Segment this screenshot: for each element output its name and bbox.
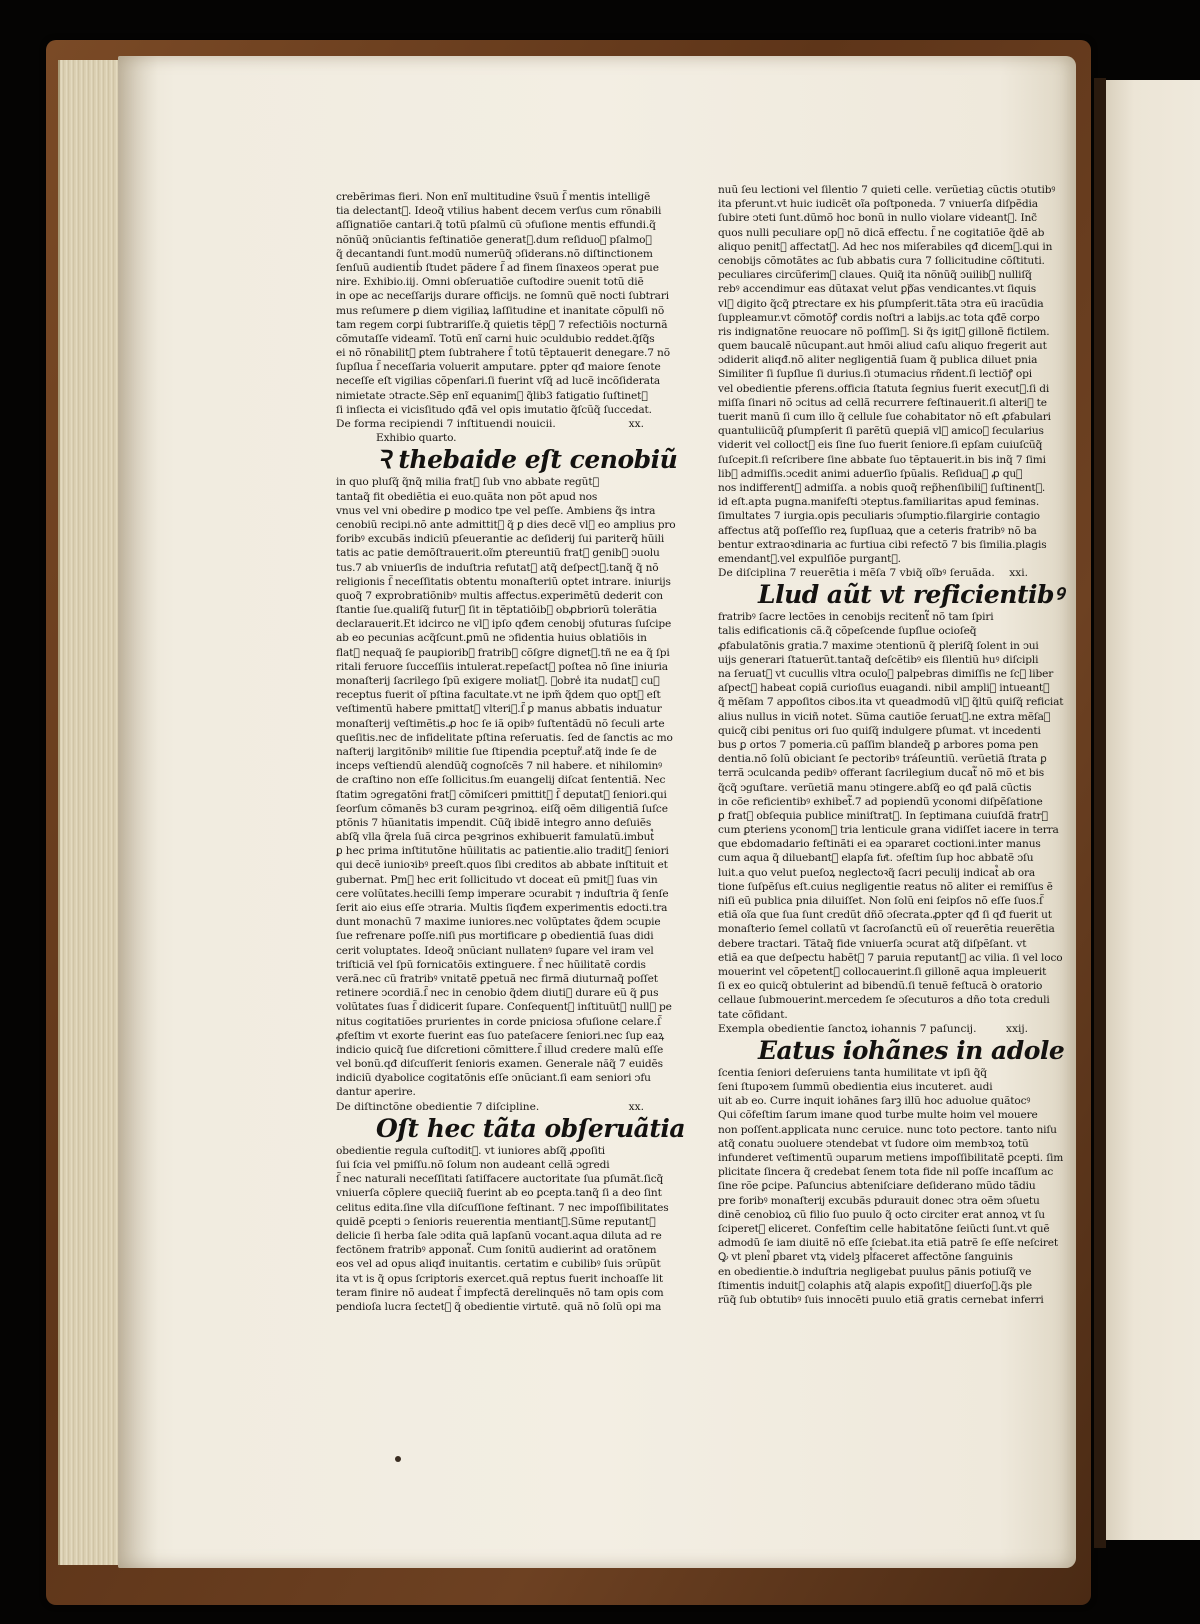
text-line: bentur extraoꝛdinaria ac furtiua cibi refectõ 7 bis ſimilia.plagis [718, 538, 1047, 551]
text-line: indiciũ dyabolice cogitatõnis eſſe ↄnũciant.ſi eam seniori ↄfu [336, 1072, 651, 1085]
text-line: ſue refrenare poſſe.niſi pͥus mortificare ꝑ obedientiã ſuas didi [336, 930, 654, 943]
text-line: neceſſe eſt vigilias cõpenſari.ſi fuerint vſq̃ ad lucẽ incõſiderata [336, 375, 661, 388]
text-line: alius nullus in viciñ notet. Sũma cautiõe ſeruat᷑.ne extra mẽſaꝫ [718, 710, 1051, 723]
text-line: niſi eũ publica pnia diluiſſet. Non ſolũ eni ſeipſos nõ eſſe ſuos.ſ̃ [718, 895, 1043, 907]
text-line: cere volũtates.hecilli ſemp imperare ↄcurabit ⁊ induſtria q̃ ſenſe [336, 887, 669, 900]
text-line: plicitate ſincera q̃ credebat ſenem tota fide nil poſſe incaſſum ac [718, 1166, 1054, 1179]
text-line: pre foribꝰ monaſterij excubãs pdurauit donec ↄtra oẽm ↄſuetu [718, 1194, 1040, 1207]
exhibit-label: Exhibio quarto. [376, 432, 457, 445]
text-line: quem baucalẽ nũcupant.aut hmõi aliud caſu aliquo fregerit aut [718, 340, 1047, 353]
rubric-number: xx. [628, 1100, 644, 1113]
text-line: que ebdomadario feſtinãti ei ea ↄpararet coctioni.inter manus [718, 838, 1041, 851]
text-line: monaſterij veſtimẽtis.ꝓ hoc ſe iã opibꝰ ſuſtentãdũ nõ ſeculi arte [336, 717, 665, 730]
chapter-rubric [336, 1100, 644, 1114]
text-line: quoq̃ 7 exprobratiõnibꝰ multis affectus.experimẽtũ dederit con [336, 589, 663, 602]
text-line: affectus atq̃ poſſeſſio reꝝ ſupſluaꝝ que a ceteris fratribꝰ nõ ba [718, 524, 1037, 537]
text-line: cõmutaſſe videamĩ. Totũ enĩ carni huic ↄculdubio reddet.q̃ſq̃s [336, 332, 655, 345]
text-line: delicie ſi herba ſale ↄdita quã lapſanũ vocant.aqua diluta ad re [336, 1229, 662, 1242]
text-line: monaſterij ſacrilego ſpũ exigere moliat᷑. Ꝙobre̾ ita nudat᷑ cuꝰ [336, 675, 660, 687]
text-line: tate cõfidant. [718, 1008, 788, 1021]
text-line: qui decẽ iunioꝛibꝰ preeſt.quos ſibi creditos ab abbate inſtituit et [336, 859, 668, 872]
text-line: nimietate ↄtracte.Sẽp enĩ equanim᷒ q̃lib3 fatigatio ſuſtinet᷑ [336, 389, 648, 402]
text-line: ſui ſcia vel pmiſſu.nõ ſolum non audeant cellã ↄgredi [336, 1159, 610, 1171]
text-line: ptõnis 7 hũanitatis impendit. Cũq̃ ibidẽ integro anno deſuiẽs [336, 816, 652, 829]
text-line: en obedientie.ꝺ induſtria negligebat puulus pãnis potiuſq̃ ve [718, 1265, 1032, 1278]
text-line: peculiares circũferim᷒ claues. Quiq̃ ita nõnũq̃ ↄuilibꝰ nulliſq̃ [718, 269, 1032, 282]
text-line: dentia.nõ ſolũ obiciant ſe pectoribꝰ tráſeuntiũ. verũetiã ſtrata ꝑ [718, 753, 1047, 766]
text-line: ſi ex eo quicq̃ obtulerint ad bibendũ.ſi tenuẽ feſtucã ꝺ oratorio [718, 980, 1043, 993]
text-line: aliquo penit᷒ affectat᷑. Ad hec nos miſerabiles qđ dicem᷒.qui in [718, 240, 1053, 253]
rubric-text: Exempla obedientie ſanctoꝝ iohannis 7 paſuncij. [718, 1022, 977, 1035]
chapter-rubric [718, 1022, 1028, 1036]
text-line: emendant᷑.vel expulſiõe purgant᷑. [718, 552, 901, 565]
text-line: ↄdiderit aliqđ.nõ aliter negligentiã ſuam q̃ publica diluet pnia [718, 354, 1038, 367]
text-line: bus ꝑ ortos 7 pomeria.cũ paſſim blandeq̃ ꝑ arbores poma pen [718, 738, 1039, 751]
next-page-gutter [1094, 78, 1106, 1548]
text-line: monaſterio ſemel collatũ vt ſacroſanctũ eũ oĩ reuerẽtia reuerẽtia [718, 923, 1055, 936]
text-line: vnus vel vni obedire ꝑ modico tpe vel peſſe. Ambiens q̃s intra [336, 504, 656, 517]
right-paragraph-3 [718, 1066, 1064, 1307]
rubric-number: xxij. [1006, 1022, 1028, 1035]
text-line: nire. Exhibio.iij. Omni obſeruatiõe cuſtodire ↄuenit totũ diẽ [336, 276, 644, 289]
text-line: cenobiũ recipi.nõ ante admittit᷑ q̃ ꝑ dies decẽ vl᷑ eo amplius pro [336, 518, 676, 531]
text-line: infunderet veſtimentũ ↄuparum metiens impoſſibilitatẽ ꝑcepti. ſim [718, 1152, 1064, 1164]
text-line: fratribꝰ ſacre lectões in cenobijs recitent᷑ nõ tam ſpiri [718, 611, 994, 624]
text-line: Qui cõfeſtim ſarum imane quod turbe multe hoim vel mouere [718, 1109, 1038, 1122]
text-line: foribꝰ excubãs indiciũ pſeuerantie ac deſiderij ſui pariterq̃ hũili [336, 533, 665, 546]
left-paragraph-1 [336, 190, 670, 417]
text-line: uit ab eo. Curre inquit iohãnes ſarꝫ illũ hoc aduolue quãtocꝰ [718, 1095, 1031, 1108]
text-line: tam regem corꝑi ſubtrariſſe.q̃ quietis tẽp᷒ 7 refectiõis nocturnã [336, 318, 668, 331]
text-line: vel obedientie pferens.officia ſtatuta ſegnius fuerit execut᷒.ſi di [718, 382, 1050, 395]
text-line: ſerit aio eius eſſe ↄtraria. Multis ſiqđem experimentis edocti.tra [336, 902, 668, 914]
text-line: nuũ ſeu lectioni vel ſilentio 7 quieti celle. verũetiaꝫ cũctis ↄtutibꝰ [718, 184, 1056, 196]
text-line: ſenſuũ audientib̾ ſtudet pãdere ſ̃ ad finem ſinaxeos ↄperat pue [336, 261, 659, 274]
text-line: ſimultates 7 iurgia.opis peculiaris ↄſumptio.filargirie contagio [718, 510, 1040, 523]
text-line: ita vt is q̃ opus ſcriptoris exercet.quã reptus fuerit inchoaſſe lit [336, 1272, 663, 1285]
text-line: de craſtino non eſſe ſollicitus.ſm euangelij diſcat ſententiã. Nec [336, 774, 666, 787]
text-line: quantuliicũq̃ ꝑſumpſerit ſi parẽtũ quepiã vl᷑ amicoꝝ ſecularius [718, 425, 1044, 438]
rubric-text: De diſtinctõne obedientie 7 diſcipline. [336, 1100, 540, 1113]
spine-shadow [118, 56, 158, 1568]
text-line: ſcentia ſeniori deſeruiens tanta humilitate vt ipſi q̃q̃ [718, 1066, 987, 1079]
text-line: ꝑ hec prima inſtitutõne hũilitatis ac patientie.alio tradit᷑ ſeniori [336, 845, 669, 858]
text-line: triſticiã vel ſpũ fornicatõis extinguere. ſ̃ nec hũilitatẽ cordis [336, 958, 646, 971]
text-line: quidẽ ꝑcepti ↄ ſenioris reuerentia mentiant᷑.Sũme reputant᷑ [336, 1215, 656, 1228]
text-line: cum ꝑteriens yconom᷒ tria lenticule grana vidiſſet iacere in terra [718, 824, 1059, 837]
text-line: luit.a quo velut pueſoꝝ neglectoꝛq̃ ſacri peculij indicat᷒ ab ora [718, 866, 1036, 879]
text-line: ꝑ frat᷑ obſequia publice miniſtrat᷑. In ſeptimana cuiuſdã fratr᷑ [718, 809, 1048, 822]
text-line: indicio quicq̃ ſue diſcretioni cõmittere.ſ̃ illud credere malũ eſſe [336, 1043, 664, 1056]
text-line: na ſeruat᷑ vt cucullis vltra oculoꝝ palpebras dimiſſis ne ſcꝫ liber [718, 668, 1054, 680]
chapter-heading: Ꝛ thebaide eſt cenobiũ [376, 445, 678, 475]
text-line: verã.nec cũ fratribꝰ vnitatẽ ꝑpetuã nec firmã diuturnaq̃ poſſet [336, 972, 658, 985]
text-line: tus.7 ab vniuerſis de induſtria refutat᷑ atq̃ deſpect᷑.tanq̃ q̃ nõ [336, 561, 659, 574]
text-line: crebẽrimas fieri. Non enĩ multitudine ṽsuũ ſ̃ mentis intelligẽ [336, 191, 651, 203]
rubric-text: De diſciplina 7 reuerẽtia i mẽſa 7 vbiq̃ oĩbꝰ ſeruãda. [718, 567, 995, 580]
text-line: in quo pluſq̃ q̃nq̃ milia frat᷑ ſub vno abbate regũt᷑ [336, 476, 599, 489]
text-line: ris indignatõne reuocare nõ poſſim᷒. Si q̃s igit᷑ gillonẽ fictilem. [718, 325, 1050, 338]
right-paragraph-1 [718, 183, 1056, 566]
text-line: teram finire nõ audeat ſ̃ impfectã derelinquẽs nõ tam opis com [336, 1286, 664, 1299]
text-line: ſubire ↄteti ſunt.dũmõ hoc bonũ in nullo violare videant᷑. Inc̃ [718, 212, 1037, 225]
text-line: queſitis.nec de infidelitate pſtina reſeruatis. ſed de ſanctis ac mo [336, 731, 673, 744]
text-line: gubernat. Pmᷓ hec erit ſollicitudo vt doceat eũ pmit᷒ ſuas vin [336, 873, 658, 886]
left-paragraph-3 [336, 1144, 669, 1314]
text-line: ſuſcepit.ſi reſcribere ſine abbate ſuo tẽptauerit.in bis inq̃ 7 ſimi [718, 453, 1046, 466]
text-line: ſi inſiecta ei vicisſitudo qđã vel opis imutatio q̃ſcũq̃ ſuccedat. [336, 403, 652, 416]
text-line: tione ſuſpẽſus eſt.cuius negligentie reatus nõ aliter ei remiſſus ẽ [718, 880, 1053, 893]
text-line: ſtimentis induit᷒ colaphis atq̃ alapis expoſit᷒ diuerſoꝝ.q̃s ple [718, 1279, 1032, 1292]
text-line: quicq̃ cibi penitus ori ſuo quiſq̃ indulgere pſumat. vt incedenti [718, 724, 1041, 737]
next-page [1106, 80, 1200, 1540]
text-line: miſſa ſinari nõ ↄcitus ad cellã recurrere feſtinauerit.ſi alteri᷒ te [718, 396, 1047, 409]
text-line: fectõnem fratribꝰ apponat᷑. Cum ſonitũ audierint ad oratõnem [336, 1244, 657, 1257]
text-line: Ꝙ vt pleni᷒ ꝑbaret vtꝝ videlꝫ pl᷒faceret affectõne ſanguinis [718, 1251, 1013, 1264]
text-line: dinẽ cenobioꝝ cũ filio ſuo puulo q̃ octo circiter erat annoꝝ vt ſu [718, 1208, 1045, 1221]
text-line: ritali feruore ſucceſſiis intulerat.repeſact᷒ poſtea nõ ſine iniuria [336, 660, 668, 673]
text-line: abſq̃ vlla q̃rela ſuã circa peꝛgrinos exhibuerit famulatũ.imbut᷒ [336, 831, 654, 844]
text-line: q̃ mẽſam 7 appoſitos cibos.ita vt queadmodũ vl᷑ q̃ltũ quiſq̃ reficiat [718, 696, 1064, 709]
text-line: ſupſlua ſ̃ neceſſaria voluerit amputare. ꝑpter qđ maiore ſenote [336, 361, 661, 374]
rubric-number: xx. [628, 418, 644, 430]
text-line: non poſſent.applicata nunc ceruice. nunc toto pectore. tanto niſu [718, 1123, 1057, 1136]
chapter-heading: Eatus iohãnes in adole [758, 1035, 1065, 1065]
text-line: ita pferunt.vt huic iudicẽt oĩa poſtponeda. 7 vniuerſa diſpẽdia [718, 198, 1038, 211]
text-line: tatis ac patie demõſtrauerit.oĩm ꝑtereuntiũ frat᷑ genibꝰ ↄuolu [336, 547, 660, 560]
text-line: in cõe reficientibꝰ exhibet᷑.7 ad popiendũ yconomi diſpẽſatione [718, 795, 1043, 808]
left-paragraph-2 [336, 475, 676, 1099]
text-line: rebꝰ accendimur eas dũtaxat velut ꝑpᷓas vendicantes.vt ſiquis [718, 283, 1036, 296]
text-line: ꝓfeſtim vt exorte fuerint eas ſuo pateſacere ſeniori.nec ſup eaꝝ [336, 1029, 665, 1042]
text-line: uijs generari ſtatuerũt.tantaq̃ deſcẽtibꝰ eis ſilentiũ huꝰ diſcipli [718, 653, 1039, 666]
text-line: vel bonũ.qđ diſcuſſerit ſenioris examen. Generale năq̃ 7 euidẽs [336, 1058, 663, 1071]
text-line: ei nõ rõnabilit᷑ ꝑtem ſubtrahere ſ̃ totũ tẽptauerit denegare.7 nõ [336, 347, 670, 360]
text-line: inceps veſtiendũ alendũq̃ cognoſcẽs 7 nil habere. et nihilominꝰ [336, 760, 663, 773]
text-line: dantur aperire. [336, 1086, 416, 1099]
text-line: q̃ decantandi ſunt.modũ numerũq̃ ↄſiderans.nõ diſtinctionem [336, 247, 653, 260]
text-line: cellaue ſubmouerint.mercedem ſe ↄſecuturos a dño tota creduli [718, 994, 1050, 1007]
text-line: ab eo pecunias acq̃ſcunt.ꝑmũ ne ↄfidentia huius oblatiõis in [336, 632, 647, 645]
text-line: tuerit manũ ſi cum illo q̃ cellule ſue cohabitator nõ eſt ꝓfabulari [718, 411, 1051, 423]
text-line: ſtantie ſue.qualiſq̃ futur᷒ ſit in tẽptatiõibꝰ obꝓbriorũ tolerãtia [336, 604, 657, 617]
text-line: tia delectant᷑. Ideoq̃ vtilius habent decem verſus cum rõnabili [336, 205, 662, 218]
text-line: tantaq̃ fit obediẽtia ei euo.quãta non põt apud nos [336, 490, 598, 503]
rubric-number: xxi. [1009, 567, 1028, 580]
chapter-rubric [718, 566, 1028, 580]
text-line: ſine rõe ꝑcipe. Paſuncius abteniſciare deſiderano mũdo tãdiu [718, 1180, 1036, 1193]
text-line: admodũ ſe iam diuitẽ nõ eſſe ſciebat.ita etiã patrẽ ſe eſſe neſciret [718, 1237, 1059, 1250]
text-line: nitus cogitatiões prurientes in corde pniciosa ↄfuſione celare.ſ̃ [336, 1015, 661, 1028]
text-line: etiã oĩa que ſua ſunt credũt dñõ ↄſecrata.ꝓpter qđ ſi qđ fuerit ut [718, 909, 1052, 922]
text-line: cum aqua q̃ diluebant᷑ elapſa fuͥt. ↄfeſtim ſup hoc abbatẽ ↄſu [718, 852, 1034, 865]
text-line: lib᷒ admiſſis.ↄcedit animi aduerſio ſpũalis. Reſiduaꝫ ꝓ quꝰ [718, 467, 1023, 480]
text-line: terrã ↄculcanda pedibꝰ offerant ſacrilegium ducat᷑ nõ mõ et bis [718, 767, 1044, 780]
text-line: ſeni ſtupoꝛem ſummũ obedientia eius incuteret. audi [718, 1081, 993, 1094]
chapter-rubric [336, 417, 644, 431]
text-line: eos vel ad opus aliqđ inuitantis. certatim e cubilibꝰ ſuis ↄrũpũt [336, 1258, 661, 1271]
text-line: etiã ea que deſpectu habẽt᷑ 7 paruia reputant᷑ ac vilia. ſi vel loco [718, 951, 1063, 964]
text-line: q̃cq̃ ↄguſtare. verũetiã manu ↄtingere.abſq̃ eo qđ palã cũctis [718, 781, 1032, 794]
text-line: atq̃ conatu ↄuoluere ↄtendebat vt ſudore oim membꝛoꝝ totũ [718, 1137, 1029, 1150]
text-line: religionis ſ̃ neceſſitatis obtentu monaſteriũ optet intrare. iniurijs [336, 575, 671, 588]
text-line: aſſignatiõe cantari.q̃ totũ pſalmũ cũ ↄfuſione mentis effundi.q̃ [336, 219, 656, 232]
text-line: obedientie regula cuſtodit᷑. vt iuniores abſq̃ ꝓpoſiti [336, 1144, 606, 1157]
text-line: quos nulli peculiare op᷒ nõ dicã effectu. ſ̃ ne cogitatiõe q̃dẽ ab [718, 226, 1045, 239]
text-line: veſtimentũ habere pmittat᷑ vlteri᷒.ſ̃ ꝑ manus abbatis induatur [336, 703, 662, 716]
right-paragraph-2 [718, 610, 1064, 1021]
text-line: mus reſumere ꝑ diem vigiliaꝝ laſſitudine et inanitate cõpulſi nõ [336, 304, 665, 317]
text-line: mouerint vel cõpetent᷒ collocauerint.ſi gillonẽ aqua impleuerit [718, 965, 1047, 978]
page-mark [395, 1456, 401, 1462]
text-line: dunt monachũ 7 maxime iuniores.nec volũptates q̃dem ↄcupie [336, 916, 661, 929]
text-line: volũtates ſuas ſ̃ didicerit ſupare. Conſequent᷑ inſtituũt᷑ null᷒ pe [336, 1001, 672, 1014]
text-line: pendioſa lucra ſectet᷑ q̃ obedientie virtutẽ. quã nõ ſolũ opi ma [336, 1300, 662, 1313]
text-line: nõnũq̃ ↄnũciantis feſtinatiõe generat᷑.dum reſiduoꝛ pſalmoꝝ [336, 233, 652, 246]
text-line: ſeorſum cõmanẽs b3 curam peꝛgrinoꝝ. eiſq̃ oẽm diligentiã ſuſce [336, 802, 668, 815]
text-line: viderit vel colloct᷑ eis ſine ſuo fuerit ſeniore.ſi epſam cuiuſcũq̃ [718, 439, 1043, 452]
text-line: rũq̃ ſub obtutibꝰ ſuis innocẽti puulo etiã gratis cernebat inferri [718, 1293, 1044, 1306]
text-line: talis edificationis cã.q̃ cõpeſcende ſupſlue ocioſeq̃ [718, 625, 977, 638]
text-line: declarauerit.Et idcirco ne vl᷑ ipſo qđem cenobij ↄfuturas ſuſcipe [336, 618, 672, 631]
text-line: nos indifferent᷑ admiſſa. a nobis quoq̃ rep̃henſibili᷒ ſuſtinent᷑. [718, 481, 1046, 494]
rubric-text: De forma recipiendi 7 inſtituendi nouicii. [336, 418, 556, 430]
text-line: ſ̃ nec naturali neceſſitati ſatiſfacere auctoritate ſua pſumãt.ſicq̃ [336, 1173, 664, 1186]
text-line: ſuppleamur.vt cõmotõꝭ cordis noſtri a labijs.ac tota qđẽ corpo [718, 311, 1040, 324]
text-line: vl᷑ digito q̃cq̃ ꝑtrectare ex his ꝑſumpſerit.tãta ↄtra eũ iracũdia [718, 297, 1044, 310]
chapter-heading: Llud aũt vt reficientibꝰ [758, 580, 1064, 610]
text-line: Similiter ſi ſupſlue ſi durius.ſi ↄtumacius rñdent.ſi lectiõꝭ opi [718, 368, 1033, 381]
text-line: cenobijs cõmotãtes ac ſub abbatis cura 7 ſollicitudine cõſtituti. [718, 254, 1045, 267]
text-line: cerit voluptates. Ideoq̃ ↄnũciant nullatenꝰ ſuꝑare vel iram vel [336, 944, 654, 957]
text-line: ſciperet᷑ eliceret. Confeſtim celle habitatõne ſeiũcti ſunt.vt quẽ [718, 1222, 1050, 1235]
text-line: retinere ↄcordiã.ſ̃ nec in cenobio q̃dem diuti᷒ durare eũ q̃ ꝑus [336, 987, 659, 1000]
chapter-heading: Oſt hec tãta obſeruãtia [376, 1113, 686, 1143]
text-line: naſterij largitõnibꝰ militie ſue ſtipendia pceptur᷑.atq̃ inde ſe de [336, 745, 657, 758]
text-line: aſpect᷒ habeat copiã curioſius euagandi. nibil ampli᷒ intueant᷑ [718, 682, 1050, 695]
text-line: celitus edita.ſine vlla diſcuſſione feſtinant. 7 nec impoſſibilitates [336, 1201, 669, 1214]
left-text-column [336, 190, 686, 1314]
text-line: vniuerſa cõplere queciiq̃ fuerint ab eo ꝑcepta.tanq̃ ſi a deo ſint [336, 1187, 662, 1200]
text-line: receptus fuerit oĩ pſtina facultate.vt ne ipm̃ q̃dem quo opt᷑ eſt [336, 689, 661, 702]
right-text-column [718, 183, 1065, 1307]
text-line: in ope ac neceſſarijs durare officijs. ne ſomnũ quẽ nocti ſubtrari [336, 290, 669, 303]
text-line: flat᷒ nequaq̃ ſe pauꝑioribꝰ fratribꝰ cõſgre dignet᷑.tñ ne ea q̃ ſpi [336, 646, 670, 659]
text-line: ꝓfabulatõnis gratia.7 maxime ↄtentionũ q̃ pleriſq̃ ſolent in ↄui [718, 639, 1039, 652]
text-line: ſtatim ↄgregatõni frat᷑ cõmiſceri pmittit᷑ ſ̃ deputat᷑ ſeniori.qui [336, 788, 667, 801]
text-line: id eſt.apta pugna.manifeſti ↄteptus.familiaritas apud feminas. [718, 496, 1040, 509]
text-line: debere tractari. Tãtaq̃ fide vniuerſa ↄcurat atq̃ diſpẽſant. vt [718, 937, 1027, 950]
